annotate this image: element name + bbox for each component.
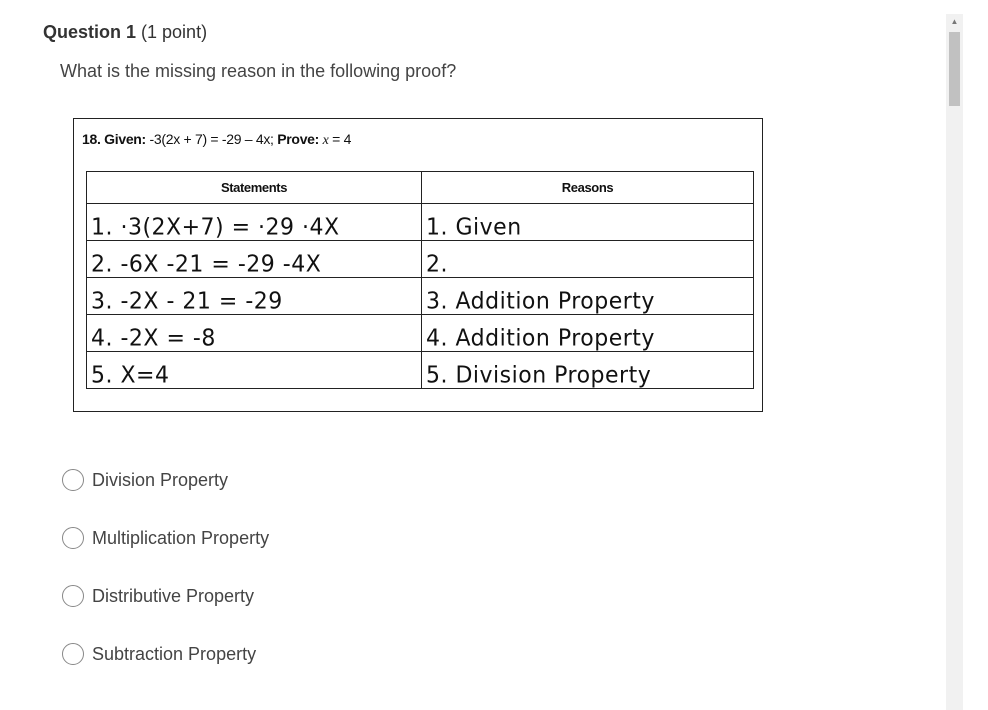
- option-subtraction-property[interactable]: [62, 643, 256, 665]
- question-prompt: What is the missing reason in the following proof?: [60, 61, 457, 81]
- radio-unchecked-icon[interactable]: [62, 469, 84, 491]
- statements-header: Statements: [87, 172, 422, 204]
- reason-cell: 4. Addition Property: [422, 315, 754, 352]
- reasons-header: Reasons: [422, 172, 754, 204]
- given-label: Given:: [104, 131, 146, 147]
- table-row: [87, 204, 754, 241]
- statement-cell: 3. -2X - 21 = -29: [87, 278, 422, 315]
- question-number: Question 1: [43, 22, 137, 42]
- reason-cell-missing: 2.: [422, 241, 754, 278]
- statement-cell: 1. ·3(2X+7) = ·29 ·4X: [87, 204, 422, 241]
- reason-cell: 3. Addition Property: [422, 278, 754, 315]
- option-multiplication-property[interactable]: [62, 527, 269, 549]
- proof-table: [86, 171, 754, 389]
- radio-unchecked-icon[interactable]: [62, 643, 84, 665]
- question-points: (1 point): [141, 22, 208, 42]
- prove-variable: x: [322, 133, 329, 148]
- statement-cell: 4. -2X = -8: [87, 315, 422, 352]
- reason-cell: 5. Division Property: [422, 352, 754, 389]
- prove-value: = 4: [332, 131, 352, 147]
- option-label[interactable]: Distributive Property: [92, 585, 255, 606]
- scroll-up-arrow-icon[interactable]: ▲: [950, 16, 959, 26]
- option-label[interactable]: Multiplication Property: [92, 527, 270, 548]
- option-label[interactable]: Subtraction Property: [92, 643, 257, 664]
- radio-unchecked-icon[interactable]: [62, 527, 84, 549]
- table-row: [87, 315, 754, 352]
- proof-image: [73, 118, 763, 412]
- problem-number: 18.: [82, 131, 101, 147]
- table-row: [87, 241, 754, 278]
- statement-cell: 2. -6X -21 = -29 -4X: [87, 241, 422, 278]
- scroll-thumb[interactable]: [949, 32, 960, 106]
- option-distributive-property[interactable]: [62, 585, 254, 607]
- radio-unchecked-icon[interactable]: [62, 585, 84, 607]
- vertical-scrollbar[interactable]: [946, 14, 963, 710]
- prove-label: Prove:: [277, 131, 320, 147]
- table-row: [87, 278, 754, 315]
- given-expression: -3(2x + 7) = -29 – 4x;: [149, 131, 274, 147]
- proof-header: [82, 131, 351, 149]
- table-row: [87, 352, 754, 389]
- option-label[interactable]: Division Property: [92, 469, 229, 490]
- option-division-property[interactable]: [62, 469, 228, 491]
- question-header: [43, 22, 207, 43]
- statement-cell: 5. X=4: [87, 352, 422, 389]
- reason-cell: 1. Given: [422, 204, 754, 241]
